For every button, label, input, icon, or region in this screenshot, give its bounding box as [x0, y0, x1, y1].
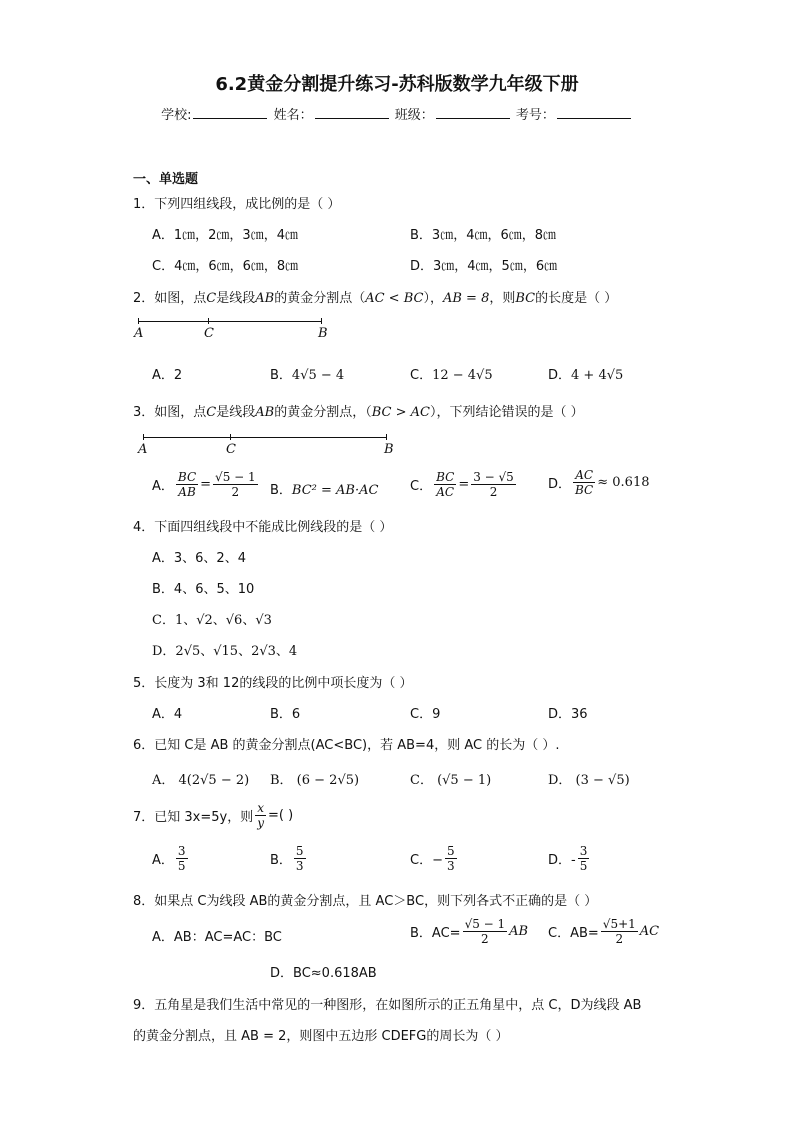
name-blank[interactable] — [315, 106, 389, 119]
question-3-option-d[interactable]: D． $\frac{AC}{BC}$ ≈ 0.618 — [548, 468, 650, 497]
question-6-option-a[interactable]: A． 4(2√5 − 2) — [152, 773, 250, 788]
question-4-option-a[interactable]: A．3、6、2、4 — [152, 551, 246, 566]
question-3-option-a[interactable]: A． $\frac{BC}{AB}$ = $\frac{√5 - 1}{2}$ — [152, 470, 256, 499]
question-8-option-b[interactable]: B．AC= $\frac{√5 - 1}{2}$ AB — [410, 917, 529, 946]
question-7-option-d[interactable]: D．- $\frac{3}{5}$ — [548, 844, 588, 873]
question-5-option-a[interactable]: A．4 — [152, 707, 183, 722]
question-6-option-c[interactable]: C． (√5 − 1) — [410, 773, 492, 788]
question-1-stem: 1．下列四组线段，成比例的是（ ） — [133, 197, 341, 212]
question-4-option-b[interactable]: B．4、6、5、10 — [152, 582, 255, 597]
section-heading: 一、单选题 — [133, 172, 199, 187]
question-2-option-d[interactable]: D．4 + 4√5 — [548, 368, 624, 383]
name-label: 姓名： — [273, 108, 313, 123]
question-3-stem: 3．如图，点C是线段AB的黄金分割点，（BC > AC），下列结论错误的是（ ） — [133, 405, 584, 420]
question-2-option-c[interactable]: C．12 − 4√5 — [410, 368, 493, 383]
question-2-stem: 2．如图，点C是线段AB的黄金分割点（AC < BC），AB = 8，则BC的长度是（ ） — [133, 291, 618, 306]
question-7-stem: 7．已知 3x=5y，则 $\frac{x}{y}$ =( ) — [133, 801, 294, 830]
figure-label-c: C — [226, 442, 236, 457]
figure-label-b: B — [318, 326, 328, 341]
question-2-option-b[interactable]: B．4√5 − 4 — [270, 368, 345, 383]
page-title: 6.2黄金分割提升练习-苏科版数学九年级下册 — [215, 74, 579, 95]
question-2-option-a[interactable]: A．2 — [152, 368, 183, 383]
question-1-option-c[interactable]: C．4㎝，6㎝，6㎝，8㎝ — [152, 259, 299, 274]
question-1-option-b[interactable]: B．3㎝，4㎝，6㎝，8㎝ — [410, 228, 557, 243]
question-3-option-b[interactable]: B．BC² = AB·AC — [270, 483, 379, 498]
figure-label-c: C — [204, 326, 214, 341]
question-1-option-d[interactable]: D．3㎝，4㎝，5㎝，6㎝ — [410, 259, 558, 274]
question-8-option-c[interactable]: C．AB= $\frac{√5+1}{2}$ AC — [548, 917, 660, 946]
question-4-option-c[interactable]: C．1、√2、√6、√3 — [152, 613, 272, 628]
question-3-option-c[interactable]: C． $\frac{BC}{AC}$ = $\frac{3 - √5}{2}$ — [410, 470, 514, 499]
number-label: 考号： — [515, 108, 555, 123]
question-7-option-a[interactable]: A． $\frac{3}{5}$ — [152, 844, 186, 873]
question-8-option-a[interactable]: A．AB：AC=AC：BC — [152, 930, 282, 945]
question-5-option-b[interactable]: B．6 — [270, 707, 301, 722]
number-blank[interactable] — [557, 106, 631, 119]
figure-label-a: A — [134, 326, 144, 341]
question-4-stem: 4．下面四组线段中不能成比例线段的是（ ） — [133, 520, 393, 535]
question-4-option-d[interactable]: D．2√5、√15、2√3、4 — [152, 644, 298, 659]
student-info-line — [0, 104, 794, 123]
question-5-option-d[interactable]: D．36 — [548, 707, 588, 722]
figure-label-b: B — [384, 442, 394, 457]
class-blank[interactable] — [436, 106, 510, 119]
question-7-option-c[interactable]: C．− $\frac{5}{3}$ — [410, 844, 455, 873]
question-8-stem: 8．如果点 C为线段 AB的黄金分割点，且 AC＞BC，则下列各式不正确的是（ ） — [133, 894, 598, 909]
question-9-stem-line-2: 的黄金分割点，且 AB = 2，则图中五边形 CDEFG的周长为（ ） — [133, 1029, 509, 1044]
question-2-segment-figure — [130, 314, 340, 344]
question-8-option-d[interactable]: D．BC≈0.618AB — [270, 966, 377, 981]
question-9-stem-line-1: 9．五角星是我们生活中常见的一种图形，在如图所示的正五角星中，点 C，D为线段 AB — [133, 998, 642, 1013]
question-1-option-a[interactable]: A．1㎝，2㎝，3㎝，4㎝ — [152, 228, 298, 243]
question-6-stem: 6．已知 C是 AB 的黄金分割点(AC<BC)，若 AB=4，则 AC 的长为（ ）. — [133, 738, 560, 753]
school-blank[interactable] — [193, 106, 267, 119]
question-7-option-b[interactable]: B． $\frac{5}{3}$ — [270, 844, 304, 873]
question-6-option-b[interactable]: B． (6 − 2√5) — [270, 773, 360, 788]
question-5-stem: 5．长度为 3和 12的线段的比例中项长度为（ ） — [133, 676, 413, 691]
question-6-option-d[interactable]: D． (3 − √5) — [548, 773, 630, 788]
figure-label-a: A — [138, 442, 148, 457]
question-5-option-c[interactable]: C．9 — [410, 707, 441, 722]
class-label: 班级： — [394, 108, 434, 123]
school-label: 学校: — [161, 108, 192, 123]
question-3-segment-figure — [135, 430, 400, 460]
